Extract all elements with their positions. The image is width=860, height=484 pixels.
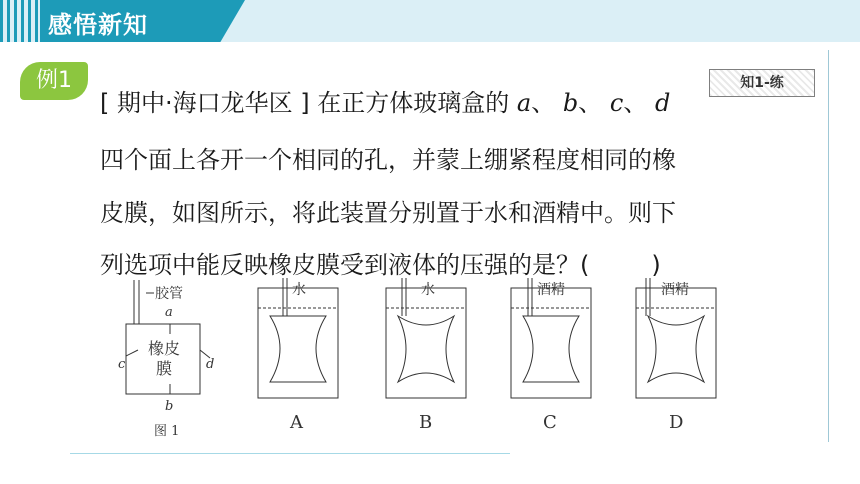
option-c-liquid: 酒精 (537, 282, 565, 298)
section-title: 感悟新知 (48, 11, 148, 39)
var-a: a (516, 89, 532, 117)
right-divider (828, 50, 829, 442)
header-stripes (0, 0, 40, 42)
question-text-4: 列选项中能反映橡皮膜受到液体的压强的是？( (100, 251, 590, 279)
question-text-1: 在正方体玻璃盒的 (317, 89, 510, 117)
separator: 、 (531, 89, 556, 117)
option-d-liquid: 酒精 (661, 282, 689, 298)
var-d: d (654, 89, 671, 117)
separator: 、 (578, 89, 603, 117)
blank-close: ) (651, 251, 661, 279)
question-line-1 (100, 83, 670, 118)
fig1-label-d: d (206, 357, 215, 372)
option-c-letter: C (543, 412, 557, 433)
bottom-divider (70, 453, 510, 454)
question-source: [ 期中·海口龙华区 ] (100, 89, 310, 117)
option-a-liquid: 水 (292, 282, 306, 298)
option-b-letter: B (419, 412, 433, 433)
var-c: c (609, 89, 624, 117)
example-tag: 例1 (20, 62, 88, 100)
question-line-2: 四个面上各开一个相同的孔，并蒙上绷紧程度相同的橡 (100, 146, 676, 174)
fig1-label-b: b (165, 399, 174, 414)
fig1-center-label-1: 橡皮 (148, 339, 181, 358)
fig1-center-label-2: 膜 (156, 359, 173, 378)
question-line-3: 皮膜，如图所示，将此装置分别置于水和酒精中。则下 (100, 199, 676, 227)
fig1-label-a: a (165, 305, 173, 320)
option-a-letter: A (290, 412, 303, 433)
physics-figure (118, 278, 718, 443)
fig1-caption: 图 1 (154, 424, 180, 439)
option-d-letter: D (669, 412, 684, 433)
option-b-liquid: 水 (421, 282, 435, 298)
fig1-tube-label: 胶管 (155, 286, 183, 302)
var-b: b (562, 89, 579, 117)
fig1-label-c: c (118, 357, 126, 372)
practice-badge: 知1-练 (709, 69, 815, 97)
separator: 、 (623, 89, 648, 117)
question-line-4 (100, 245, 661, 280)
